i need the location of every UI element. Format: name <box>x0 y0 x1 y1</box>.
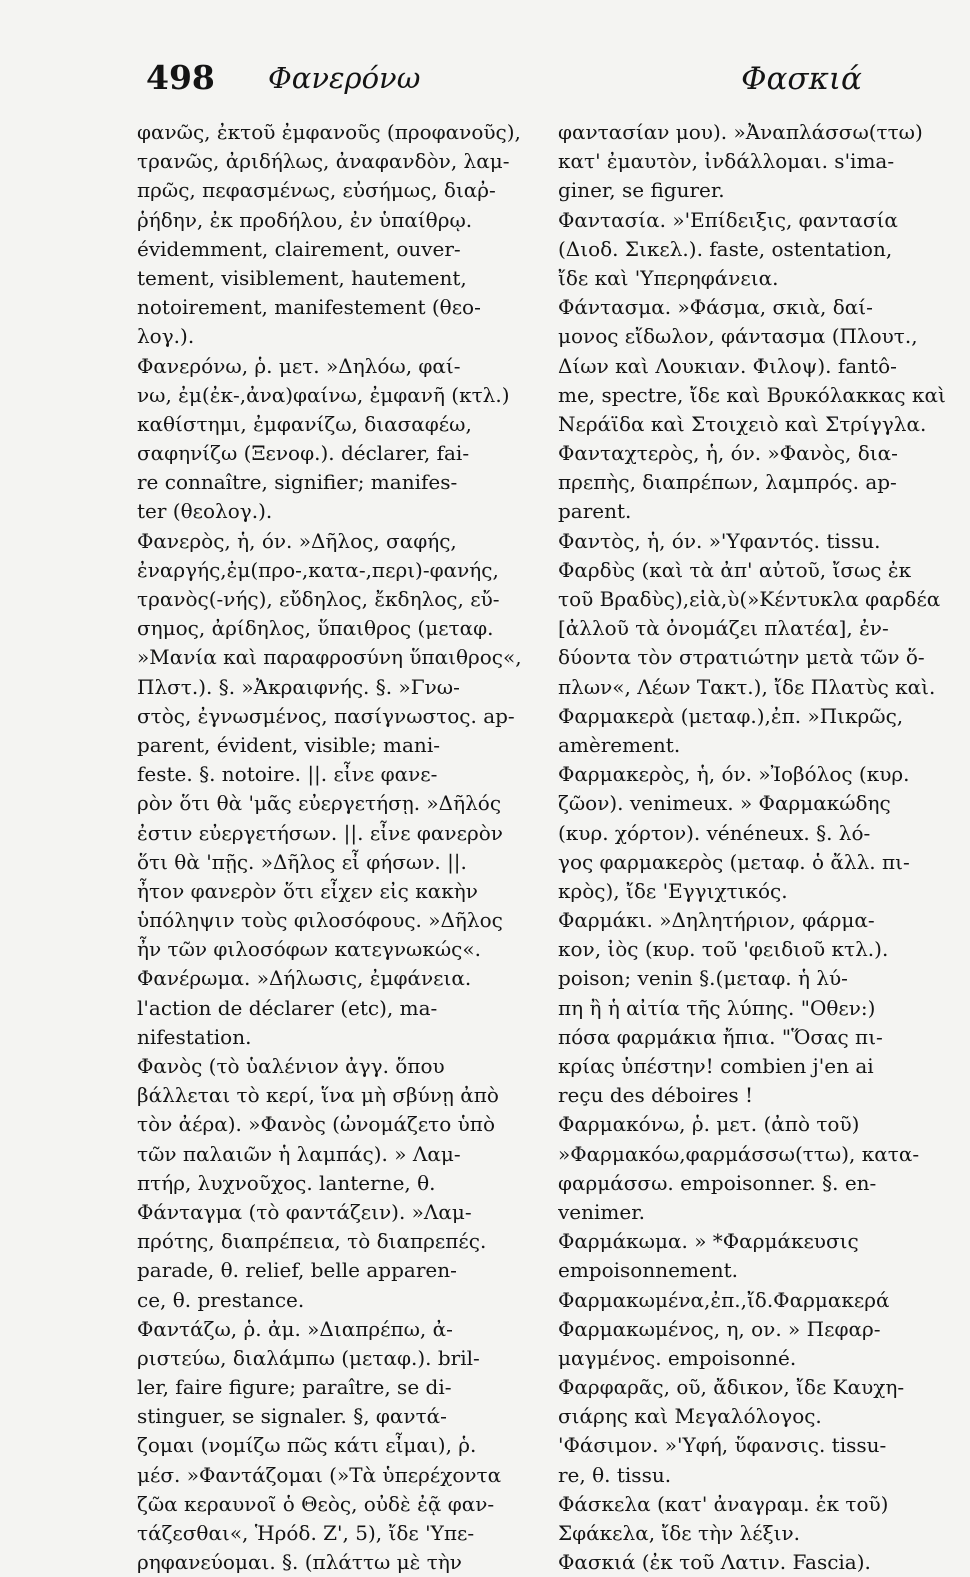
text-line: Φάνταγμα (τὸ φαντάζειν). »Λαμ- <box>137 1199 472 1224</box>
text-line: re, θ. tissu. <box>558 1462 672 1487</box>
text-line: venimer. <box>558 1199 645 1224</box>
text-line: Φαντασία. »'Επίδειξις, φαντασία <box>558 207 898 232</box>
text-line: νω, ἐμ(ἐκ-,ἀνα)φαίνω, ἐμφανῆ (κτλ.) <box>137 382 510 407</box>
text-line: κατ' ἐμαυτὸν, ἰνδάλλομαι. s'ima- <box>558 149 895 174</box>
text-line: τὸν ἀέρα). »Φανὸς (ὠνομάζετο ὑπὸ <box>137 1112 495 1137</box>
text-line: ζομαι (νομίζω πῶς κάτι εἶμαι), ῥ. <box>137 1433 477 1458</box>
text-line: ὑπόληψιν τοὺς φιλοσόφους. »Δῆλος <box>137 908 503 933</box>
text-line: ἐναργής,ἐμ(προ-,κατα-,περι)-φανής, <box>137 557 499 582</box>
text-line: (Διοδ. Σικελ.). faste, ostentation, <box>558 236 893 261</box>
text-line: parent, évident, visible; mani- <box>137 732 440 757</box>
text-line: Φαρδὺς (καὶ τὰ ἀπ' αὐτοῦ, ἴσως ἐκ <box>558 557 912 582</box>
text-line: ἦν τῶν φιλοσόφων κατεγνωκώς«. <box>137 937 481 962</box>
text-line: évidemment, clairement, ouver- <box>137 236 461 261</box>
text-line: ρηφανεύομαι. §. (πλάττω μὲ τὴν <box>137 1550 462 1575</box>
right-text-column <box>558 118 964 1577</box>
text-line: reçu des déboires ! <box>558 1083 754 1108</box>
text-line: Φανερὸς, ἡ, όν. »Δῆλος, σαφής, <box>137 528 457 553</box>
text-line: Φανὸς (τὸ ὑαλένιον ἀγγ. ὅπου <box>137 1054 445 1078</box>
text-line: λογ.). <box>137 324 195 349</box>
text-line: l'action de déclarer (etc), ma- <box>137 995 438 1020</box>
text-line: Φάντασμα. »Φάσμα, σκιὰ, δαί- <box>558 295 873 320</box>
text-line: Δίων καὶ Λουκιαν. Φιλοψ). fantô- <box>558 353 897 378</box>
text-line: Φανερόνω, ῥ. μετ. »Δηλόω, φαί- <box>137 353 461 378</box>
text-line: ter (θεολογ.). <box>137 499 273 524</box>
text-line: »Μανία καὶ παραφροσύνη ὕπαιθρος«, <box>137 645 522 670</box>
text-line: Φαρμακωμένος, η, ον. » Πεφαρ- <box>558 1316 881 1341</box>
text-line: πλων«, Λέων Τακτ.), ἴδε Πλατὺς καὶ. <box>558 674 936 699</box>
text-line: amèrement. <box>558 732 681 757</box>
text-line: ῥήδην, ἐκ προδήλου, ἐν ὑπαίθρῳ. <box>137 207 473 232</box>
text-line: καθίστημι, ἐμφανίζω, διασαφέω, <box>137 411 472 436</box>
left-text-column <box>137 118 529 1577</box>
text-line: ler, faire figure; paraître, se di- <box>137 1375 452 1400</box>
text-line: empoisonnement. <box>558 1258 739 1283</box>
text-line: poison; venin §.(μεταφ. ἡ λύ- <box>558 966 848 991</box>
text-line: Φαρφαρᾶς, οῦ, ἄδικον, ἴδε Καυχη- <box>558 1375 905 1400</box>
text-line: φανῶς, ἐκτοῦ ἐμφανοῦς (προφανοῦς), <box>137 120 521 144</box>
text-line: κον, ἰὸς (κυρ. τοῦ 'φειδιοῦ κτλ.). <box>558 937 889 962</box>
text-line: τῶν παλαιῶν ἡ λαμπάς). » Λαμ- <box>137 1141 461 1166</box>
text-line: Φαντὸς, ἡ, όν. »'Υφαντός. tissu. <box>558 528 881 553</box>
text-line: πόσα φαρμάκια ἤπια. "Ὅσας πι- <box>558 1024 883 1049</box>
text-line: Φαρμακωμένα,ἐπ.,ἴδ.Φαρμακερά <box>558 1287 890 1312</box>
text-line: μονος εἴδωλον, φάντασμα (Πλουτ., <box>558 324 918 349</box>
text-line: Φαρμακερὰ (μεταφ.),ἐπ. »Πικρῶς, <box>558 703 904 728</box>
text-line: σιάρης καὶ Μεγαλόλογος. <box>558 1404 822 1429</box>
text-line: Φαντάζω, ῥ. ἀμ. »Διαπρέπω, ἀ- <box>137 1316 453 1341</box>
text-line: τρανῶς, ἀριδήλως, ἀναφανδὸν, λαμ- <box>137 149 510 174</box>
text-line: feste. §. notoire. ||. εἶνε φανε- <box>137 762 438 787</box>
text-line: σαφηνίζω (Ξενοφ.). déclarer, fai- <box>137 441 470 466</box>
right-running-headword: Φασκιά <box>741 61 862 97</box>
text-line: ζῶον). venimeux. » Φαρμακώδης <box>558 791 891 816</box>
text-line: ἴδε καὶ 'Υπερηφάνεια. <box>558 265 779 290</box>
text-line: πρότης, διαπρέπεια, τὸ διαπρεπές. <box>137 1229 487 1254</box>
text-line: stinguer, se signaler. §, φαντά- <box>137 1404 447 1429</box>
page-number: 498 <box>146 58 215 97</box>
text-line: πρεπὴς, διαπρέπων, λαμπρός. ap- <box>558 470 897 495</box>
text-line: Φαρμάκωμα. » *Φαρμάκευσις <box>558 1229 859 1254</box>
text-line: μέσ. »Φαντάζομαι (»Τὰ ὑπερέχοντα <box>137 1462 502 1487</box>
text-line: Φαρμακόνω, ῥ. μετ. (ἀπὸ τοῦ) <box>558 1112 860 1137</box>
text-line: tement, visiblement, hautement, <box>137 265 467 290</box>
page-header <box>140 58 930 108</box>
text-line: τάζεσθαι«, Ἡρόδ. Ζ', 5), ἴδε 'Υπε- <box>137 1521 475 1545</box>
text-line: κρίας ὑπέστην! combien j'en ai <box>558 1054 874 1078</box>
text-line: notoirement, manifestement (θεο- <box>137 295 481 320</box>
text-line: ζῶα κεραυνοῖ ὁ Θεὸς, οὐδὲ ἐᾷ φαν- <box>137 1491 495 1516</box>
text-line: σημος, ἀρίδηλος, ὕπαιθρος (μεταφ. <box>137 616 494 641</box>
text-line: ce, θ. prestance. <box>137 1287 305 1312</box>
text-line: ἦτον φανερὸν ὅτι εἶχεν εἰς κακὴν <box>137 878 478 903</box>
text-line: Φάσκελα (κατ' ἀναγραμ. ἐκ τοῦ) <box>558 1491 889 1516</box>
text-line: parade, θ. relief, belle apparen- <box>137 1258 457 1283</box>
text-line: [ἀλλοῦ τὰ ὀνομάζει πλατέα], ἐν- <box>558 616 889 641</box>
text-line: τοῦ Βραδὺς),εἰὰ,ὺ(»Κέντυκλα φαρδέα <box>558 587 941 611</box>
text-line: Νεράϊδα καὶ Στοιχειὸ καὶ Στρίγγλα. <box>558 411 927 436</box>
text-line: γος φαρμακερὸς (μεταφ. ὁ ἄλλ. πι- <box>558 849 910 874</box>
text-line: βάλλεται τὸ κερί, ἵνα μὴ σβύνῃ ἀπὸ <box>137 1083 499 1108</box>
text-line: giner, se figurer. <box>558 178 725 203</box>
text-line: 'Φάσιμον. »'Υφή, ὕφανσις. tissu- <box>558 1433 887 1458</box>
text-line: re connaître, signifier; manifes- <box>137 470 458 495</box>
text-line: κρὸς), ἴδε 'Εγγιχτικός. <box>558 878 788 903</box>
text-line: Φασκιά (ἐκ τοῦ Λατιν. Fascia). <box>558 1550 871 1575</box>
text-line: nifestation. <box>137 1024 252 1049</box>
text-line: Φαρμακερὸς, ἡ, όν. »Ἰοβόλος (κυρ. <box>558 762 910 787</box>
text-line: ριστεύω, διαλάμπω (μεταφ.). bril- <box>137 1345 480 1370</box>
text-line: (κυρ. χόρτον). vénéneux. §. λό- <box>558 820 871 845</box>
text-line: στὸς, ἐγνωσμένος, πασίγνωστος. ap- <box>137 703 515 728</box>
text-line: μαγμένος. empoisonné. <box>558 1345 797 1370</box>
text-line: me, spectre, ἴδε καὶ Βρυκόλακκας καὶ <box>558 382 946 407</box>
text-line: parent. <box>558 499 632 524</box>
text-line: Σφάκελα, ἴδε τὴν λέξιν. <box>558 1521 800 1545</box>
text-line: φαρμάσσω. empoisonner. §. en- <box>558 1170 877 1195</box>
text-line: πρῶς, πεφασμένως, εὐσήμως, διαῤ- <box>137 178 496 203</box>
text-line: τρανὸς(-νής), εὔδηλος, ἔκδηλος, εὔ- <box>137 587 500 611</box>
text-line: Φανέρωμα. »Δήλωσις, ἐμφάνεια. <box>137 966 472 991</box>
text-line: πτήρ, λυχνοῦχος. lanterne, θ. <box>137 1170 436 1195</box>
text-line: πη ἢ ἡ αἰτία τῆς λύπης. "Οθεν:) <box>558 995 876 1020</box>
text-line: Πλστ.). §. »Ἀκραιφνής. §. »Γνω- <box>137 674 460 699</box>
text-line: »Φαρμακόω,φαρμάσσω(ττω), κατα- <box>558 1141 920 1166</box>
text-line: δύοντα τὸν στρατιώτην μετὰ τῶν ὅ- <box>558 645 925 670</box>
text-line: Φαρμάκι. »Δηλητήριον, φάρμα- <box>558 908 875 933</box>
text-line: Φανταχτερὸς, ἡ, όν. »Φανὸς, δια- <box>558 441 898 466</box>
text-line: ρὸν ὅτι θὰ 'μᾶς εὐεργετήσῃ. »Δῆλός <box>137 791 502 816</box>
left-running-headword: Φανερόνω <box>268 61 421 95</box>
text-line: ἐστιν εὐεργετήσων. ||. εἶνε φανερὸν <box>137 820 503 845</box>
text-line: φαντασίαν μου). »Ἀναπλάσσω(ττω) <box>558 120 923 144</box>
text-line: ὅτι θὰ 'πῇς. »Δῆλος εἶ φήσων. ||. <box>137 849 467 874</box>
